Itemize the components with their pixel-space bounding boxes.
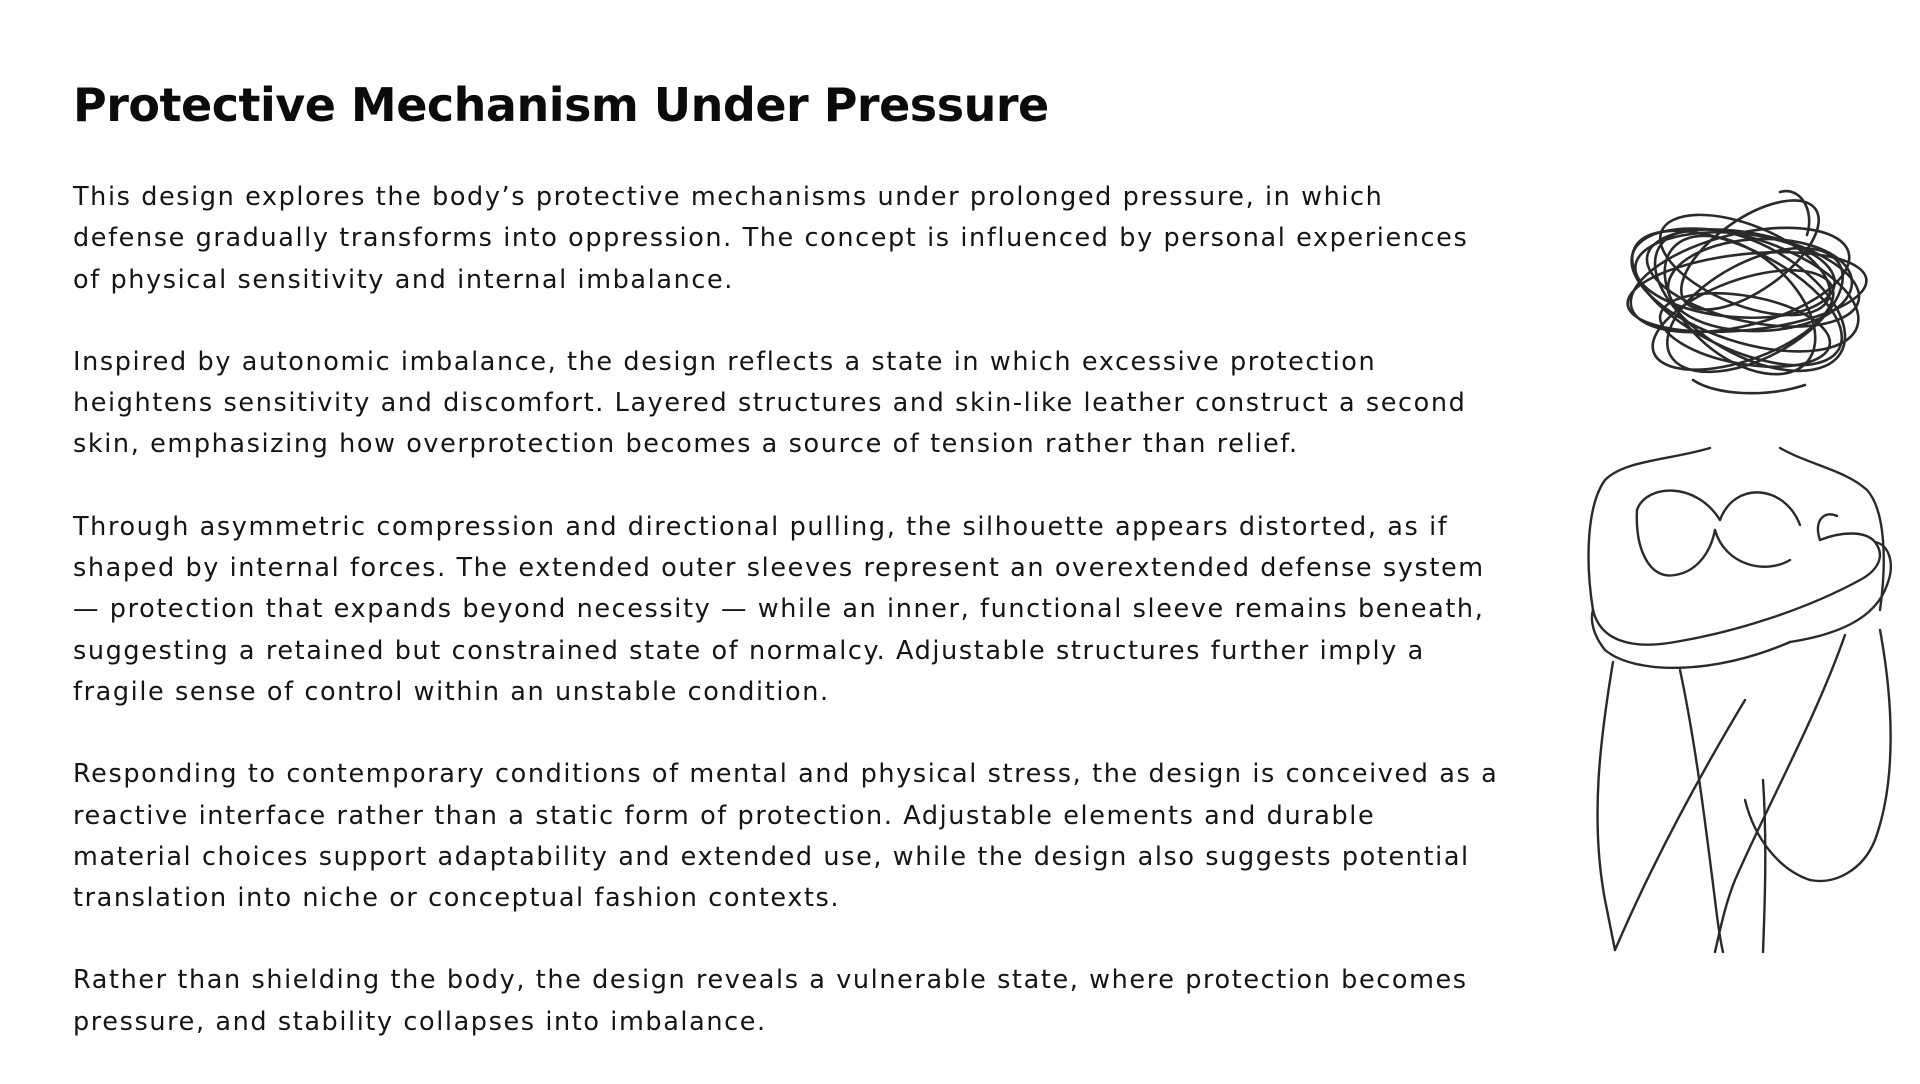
paragraph-line: shaped by internal forces. The extended outer sleeves represent an overextended defense system xyxy=(73,553,1485,584)
paragraph-line: Rather than shielding the body, the design reveals a vulnerable state, where protection becomes xyxy=(73,965,1468,996)
figure-legs-icon xyxy=(1597,630,1890,952)
paragraph-line: material choices support adaptability and extended use, while the design also suggests potential xyxy=(73,841,1470,872)
paragraph-line: heightens sensitivity and discomfort. Layered structures and skin-like leather construct a second xyxy=(73,388,1467,419)
paragraph-line: reactive interface rather than a static form of protection. Adjustable elements and durable xyxy=(73,800,1376,831)
paragraph-2 xyxy=(73,342,1573,466)
paragraph-5 xyxy=(73,960,1573,1043)
paragraph-3 xyxy=(73,507,1573,713)
paragraph-line: defense gradually transforms into oppression. The concept is influenced by personal experiences xyxy=(73,223,1469,254)
paragraph-line: Inspired by autonomic imbalance, the design reflects a state in which excessive protection xyxy=(73,346,1377,377)
paragraph-line: suggesting a retained but constrained state of normalcy. Adjustable structures further imply a xyxy=(73,635,1425,666)
paragraph-line: Through asymmetric compression and directional pulling, the silhouette appears distorted, as if xyxy=(73,511,1449,542)
paragraph-line: This design explores the body’s protective mechanisms under prolonged pressure, in which xyxy=(73,182,1384,212)
body-text xyxy=(73,177,1573,1084)
paragraph-4 xyxy=(73,754,1573,919)
paragraph-line: fragile sense of control within an unstable condition. xyxy=(73,676,830,707)
scribble-head-icon xyxy=(1613,180,1874,401)
scribble-head-figure-illustration xyxy=(1575,180,1895,960)
paragraph-line: of physical sensitivity and internal imbalance. xyxy=(73,264,734,295)
page-title: Protective Mechanism Under Pressure xyxy=(73,78,1049,132)
paragraph-line: — protection that expands beyond necessity — while an inner, functional sleeve remains beneath, xyxy=(73,594,1485,625)
paragraph-line: Responding to contemporary conditions of mental and physical stress, the design is conceived as a xyxy=(73,759,1499,790)
paragraph-line: translation into niche or conceptual fashion contexts. xyxy=(73,883,841,914)
paragraph-line: skin, emphasizing how overprotection becomes a source of tension rather than relief. xyxy=(73,429,1299,460)
paragraph-1 xyxy=(73,177,1573,301)
paragraph-line: pressure, and stability collapses into imbalance. xyxy=(73,1006,767,1037)
